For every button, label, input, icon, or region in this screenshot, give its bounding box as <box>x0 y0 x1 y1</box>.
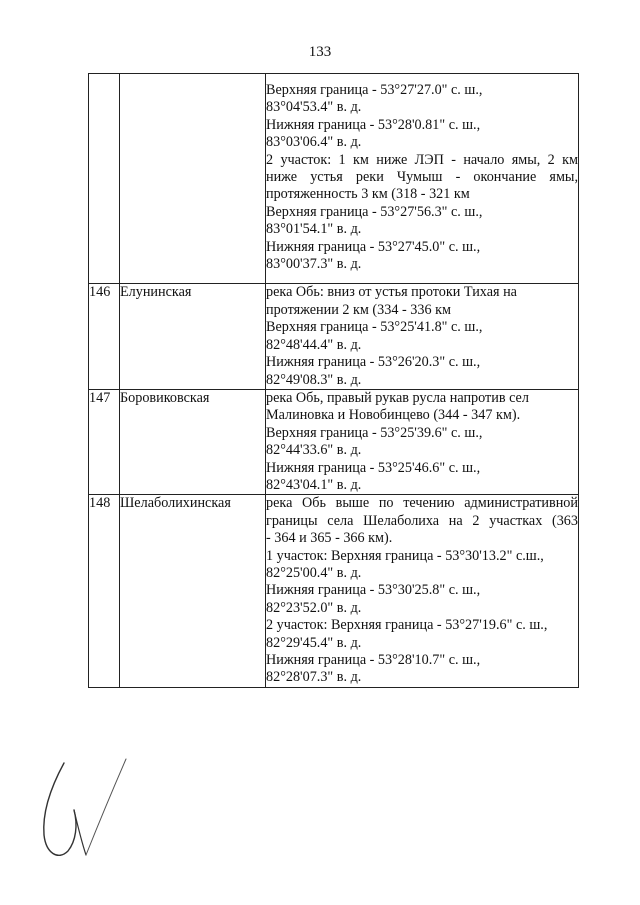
description-line: Верхняя граница - 53°27'56.3" с. ш., <box>266 203 483 220</box>
area-description <box>266 389 579 494</box>
description-line: 83°03'06.4" в. д. <box>266 134 362 151</box>
description-line: 83°04'53.4" в. д. <box>266 99 362 116</box>
description-line: река Обь выше по течению административной <box>266 495 578 512</box>
page-number: 133 <box>308 44 332 60</box>
description-line: 1 участок: Верхняя граница - 53°30'13.2" с.ш., <box>266 547 544 564</box>
area-description <box>266 74 579 284</box>
area-name: Боровиковская <box>120 389 266 494</box>
row-number: 146 <box>89 284 120 389</box>
fishing-areas-table <box>88 73 579 688</box>
description-line: - 364 и 365 - 366 км). <box>266 530 393 547</box>
description-line: Нижняя граница - 53°28'10.7" с. ш., <box>266 652 481 668</box>
area-name <box>120 74 266 284</box>
description-line: Нижняя граница - 53°30'25.8" с. ш., <box>266 582 481 599</box>
description-line: река Обь: вниз от устья протоки Тихая на <box>266 284 517 301</box>
row-number: 147 <box>89 389 120 494</box>
description-line: 82°25'00.4" в. д. <box>266 564 362 581</box>
table-row <box>89 389 579 494</box>
description-line: 82°48'44.4" в. д. <box>266 336 362 353</box>
description-line: 2 участок: Верхняя граница - 53°27'19.6" с. ш., <box>266 617 548 634</box>
table-row <box>89 495 579 687</box>
area-name: Елунинская <box>120 284 266 389</box>
description-line: Верхняя граница - 53°27'27.0" с. ш., <box>266 82 483 98</box>
handwritten-signature <box>34 755 129 865</box>
description-line: река Обь, правый рукав русла напротив сел <box>266 389 529 406</box>
area-name: Шелаболихинская <box>120 495 266 687</box>
description-line: 82°23'52.0" в. д. <box>266 599 362 616</box>
description-line: 82°29'45.4" в. д. <box>266 634 362 651</box>
table-row <box>89 284 579 389</box>
description-line: ниже устья реки Чумыш - окончание ямы, <box>266 169 578 186</box>
description-line: 82°28'07.3" в. д. <box>266 669 362 686</box>
description-line: 83°01'54.1" в. д. <box>266 221 362 238</box>
description-line: 83°00'37.3" в. д. <box>266 256 362 273</box>
description-line: 2 участок: 1 км ниже ЛЭП - начало ямы, 2 км <box>266 151 578 168</box>
description-line: 82°49'08.3" в. д. <box>266 371 362 388</box>
description-line: Верхняя граница - 53°25'39.6" с. ш., <box>266 424 483 441</box>
area-description <box>266 495 579 687</box>
description-line: Нижняя граница - 53°27'45.0" с. ш., <box>266 238 481 255</box>
description-line: Нижняя граница - 53°26'20.3" с. ш., <box>266 354 481 371</box>
row-number <box>89 74 120 284</box>
description-line: Малиновка и Новобинцево (344 - 347 км). <box>266 407 521 424</box>
description-line: Нижняя граница - 53°28'0.81" с. ш., <box>266 116 481 133</box>
description-line: 82°44'33.6" в. д. <box>266 442 362 459</box>
description-line: границы села Шелаболиха на 2 участках (363 <box>266 512 578 529</box>
table-row <box>89 74 579 284</box>
description-line: 82°43'04.1" в. д. <box>266 476 362 493</box>
description-line: Верхняя граница - 53°25'41.8" с. ш., <box>266 319 483 336</box>
description-line: протяжении 2 км (334 - 336 км <box>266 301 451 318</box>
row-number: 148 <box>89 495 120 687</box>
description-line: протяженность 3 км (318 - 321 км <box>266 186 470 203</box>
area-description <box>266 284 579 389</box>
description-line: Нижняя граница - 53°25'46.6" с. ш., <box>266 459 481 476</box>
